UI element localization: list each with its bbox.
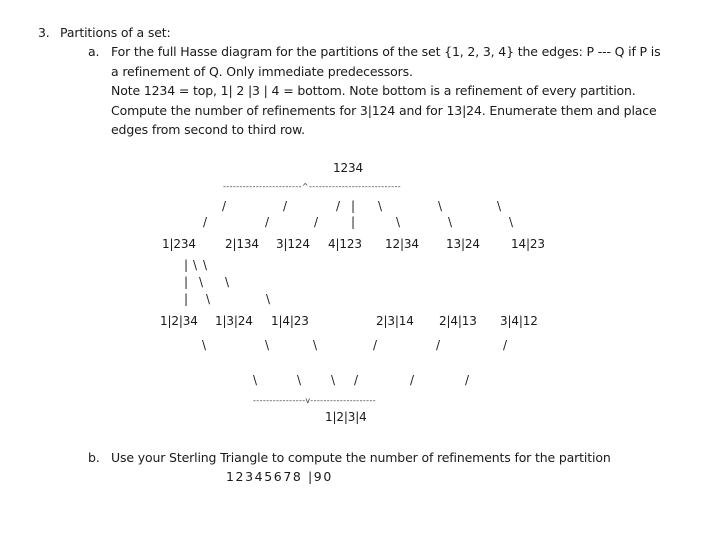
edge-stroke: \	[193, 258, 197, 272]
top-dashed-bar	[223, 183, 401, 191]
part-a-marker: a.	[88, 44, 100, 59]
row-3-node: 1|3|24	[215, 314, 253, 328]
edge-stroke: \	[438, 199, 442, 213]
edge-stroke: \	[396, 215, 400, 229]
edge-stroke: |	[184, 292, 188, 306]
edge-stroke: \	[331, 373, 335, 387]
edge-stroke: \	[202, 338, 206, 352]
edge-stroke: \	[203, 258, 207, 272]
edge-stroke: |	[184, 275, 188, 289]
edge-stroke: /	[503, 338, 507, 352]
row-2-node: 4|123	[328, 237, 362, 251]
edge-stroke: /	[410, 373, 414, 387]
row-2-node: 3|124	[276, 237, 310, 251]
row-2-node: 13|24	[446, 237, 480, 251]
edge-stroke: \	[448, 215, 452, 229]
row-3-node: 3|4|12	[500, 314, 538, 328]
bottom-dash-right: --------------------	[310, 396, 377, 405]
row-3-node: 2|3|14	[376, 314, 414, 328]
edge-stroke: /	[436, 338, 440, 352]
part-b-paragraph: Use your Sterling Triangle to compute the number of refinements for the partition	[111, 450, 611, 465]
edge-stroke: \	[509, 215, 513, 229]
row-2-node: 1|234	[162, 237, 196, 251]
edge-stroke: /	[222, 199, 226, 213]
edge-stroke: \	[266, 292, 270, 306]
edge-stroke: /	[203, 215, 207, 229]
edge-stroke: \	[225, 275, 229, 289]
edge-stroke: /	[283, 199, 287, 213]
edge-stroke: \	[199, 275, 203, 289]
edge-stroke: |	[351, 199, 355, 213]
edge-stroke: |	[184, 258, 188, 272]
part-b-marker: b.	[88, 450, 100, 465]
edge-stroke: /	[336, 199, 340, 213]
edge-stroke: \	[206, 292, 210, 306]
edge-stroke: /	[465, 373, 469, 387]
part-b-partition: 12345678 |90	[226, 469, 333, 484]
row-2-node: 2|134	[225, 237, 259, 251]
edge-stroke: \	[497, 199, 501, 213]
bottom-dashed-bar	[253, 397, 376, 405]
edge-stroke: /	[314, 215, 318, 229]
row-3-node: 1|4|23	[271, 314, 309, 328]
edge-stroke: \	[265, 338, 269, 352]
row-3-node: 2|4|13	[439, 314, 477, 328]
edge-stroke: /	[373, 338, 377, 352]
top-bar-marker: ^	[301, 182, 309, 191]
problem-title: Partitions of a set:	[60, 25, 171, 40]
bottom-dash-left: ----------------	[253, 396, 306, 405]
edge-stroke: |	[351, 215, 355, 229]
part-a-paragraph-2: Note 1234 = top, 1| 2 |3 | 4 = bottom. Note bottom is a refinement of every partition. Compute the number of refinements for 3|124 and for 13|24. Enumerate them and place edges from second to third row.	[111, 83, 657, 137]
edge-stroke: \	[297, 373, 301, 387]
problem-heading	[38, 27, 171, 40]
edge-stroke: \	[313, 338, 317, 352]
top-dash-left: ------------------------	[223, 182, 302, 191]
row-2-node: 12|34	[385, 237, 419, 251]
edge-stroke: /	[354, 373, 358, 387]
bottom-bar-marker: v	[305, 396, 311, 405]
problem-number: 3.	[38, 25, 50, 40]
top-dash-right: ----------------------------	[309, 182, 402, 191]
diagram-top-node: 1234	[333, 161, 363, 175]
edge-stroke: /	[265, 215, 269, 229]
edge-stroke: \	[378, 199, 382, 213]
row-2-node: 14|23	[511, 237, 545, 251]
part-a-paragraph-1: For the full Hasse diagram for the partitions of the set {1, 2, 3, 4} the edges: P --- Q if P is a refinement of Q. Only immediate predecessors.	[111, 44, 661, 79]
edge-stroke: \	[253, 373, 257, 387]
diagram-bottom-node: 1|2|3|4	[325, 410, 367, 424]
row-3-node: 1|2|34	[160, 314, 198, 328]
